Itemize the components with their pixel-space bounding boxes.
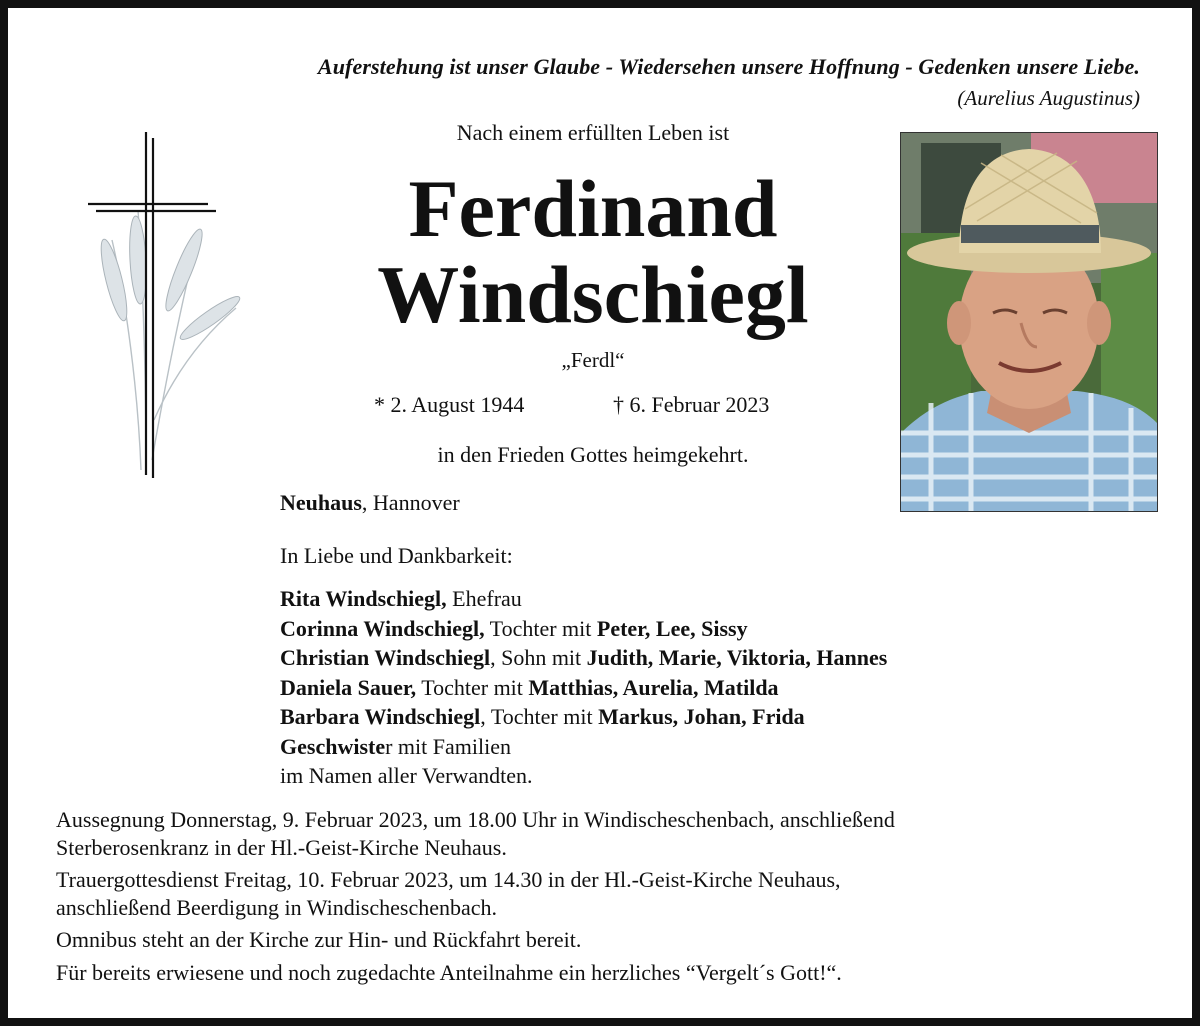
survivor-children: Peter, Lee, Sissy xyxy=(596,615,748,641)
residence-line xyxy=(280,490,460,516)
survivor-relation: Tochter mit xyxy=(484,615,597,641)
service-line-1: Trauergottesdienst Freitag, 10. Februar 2023, um 14.30 in der Hl.-Geist-Kirche Neuhaus, xyxy=(56,867,841,892)
survivor-relation: Tochter mit xyxy=(416,674,529,700)
relatives-line: im Namen aller Verwandten. xyxy=(280,763,533,788)
blessing-paragraph xyxy=(56,806,895,861)
survivor-relation: r mit Familien xyxy=(385,733,511,759)
survivor-children: Matthias, Aurelia, Matilda xyxy=(528,674,779,700)
survivor-name: Christian Windschiegl xyxy=(280,645,491,670)
list-item xyxy=(280,643,887,673)
service-info xyxy=(56,806,895,991)
service-line-2: anschließend Beerdigung in Windischeschenbach. xyxy=(56,894,498,920)
death-date: † 6. Februar 2023 xyxy=(613,392,770,417)
love-line: In Liebe und Dankbarkeit: xyxy=(280,543,513,568)
residence-rest: , Hannover xyxy=(361,490,460,515)
list-item xyxy=(280,702,887,732)
birth-date: * 2. August 1944 xyxy=(374,392,525,417)
list-item xyxy=(280,732,887,762)
cross-wheat-icon xyxy=(86,130,246,480)
survivor-relation: , Tochter mit xyxy=(480,704,599,729)
survivor-children: Markus, Johan, Frida xyxy=(598,704,805,729)
survivor-children: Judith, Marie, Viktoria, Hannes xyxy=(586,645,888,670)
survivor-name: Daniela Sauer, xyxy=(280,674,417,700)
blessing-line-1: Aussegnung Donnerstag, 9. Februar 2023, um 18.00 Uhr in Windischeschenbach, anschließend xyxy=(56,807,895,832)
survivors-list xyxy=(280,584,887,791)
residence-town: Neuhaus xyxy=(280,490,362,515)
thanks-line: Für bereits erwiesene und noch zugedachte Anteilnahme ein herzliches “Vergelt´s Gott!“. xyxy=(56,959,842,985)
portrait-photo xyxy=(900,132,1158,512)
survivor-name: Barbara Windschiegl xyxy=(280,704,481,729)
first-name: Ferdinand xyxy=(408,163,778,254)
survivor-name: Geschwiste xyxy=(280,733,386,759)
intro-line: Nach einem erfüllten Leben ist xyxy=(456,120,730,145)
survivor-name: Corinna Windschiegl, xyxy=(280,615,485,641)
service-paragraph xyxy=(56,866,895,921)
list-item xyxy=(280,673,887,703)
peace-line: in den Frieden Gottes heimgekehrt. xyxy=(437,442,749,467)
list-item xyxy=(280,584,887,614)
list-item xyxy=(280,614,887,644)
motto-author: (Aurelius Augustinus) xyxy=(957,86,1140,110)
survivor-name: Rita Windschiegl, xyxy=(280,586,447,611)
blessing-line-2: Sterberosenkranz in der Hl.-Geist-Kirche Neuhaus. xyxy=(56,834,507,860)
survivor-relation: Ehefrau xyxy=(446,586,522,611)
last-name: Windschiegl xyxy=(377,249,809,340)
bus-line: Omnibus steht an der Kirche zur Hin- und Rückfahrt bereit. xyxy=(56,927,582,952)
motto: Auferstehung ist unser Glaube - Wiedersehen unsere Hoffnung - Gedenken unsere Liebe. xyxy=(317,54,1140,79)
nickname: „Ferdl“ xyxy=(561,348,625,372)
survivor-relation: , Sohn mit xyxy=(490,645,587,670)
